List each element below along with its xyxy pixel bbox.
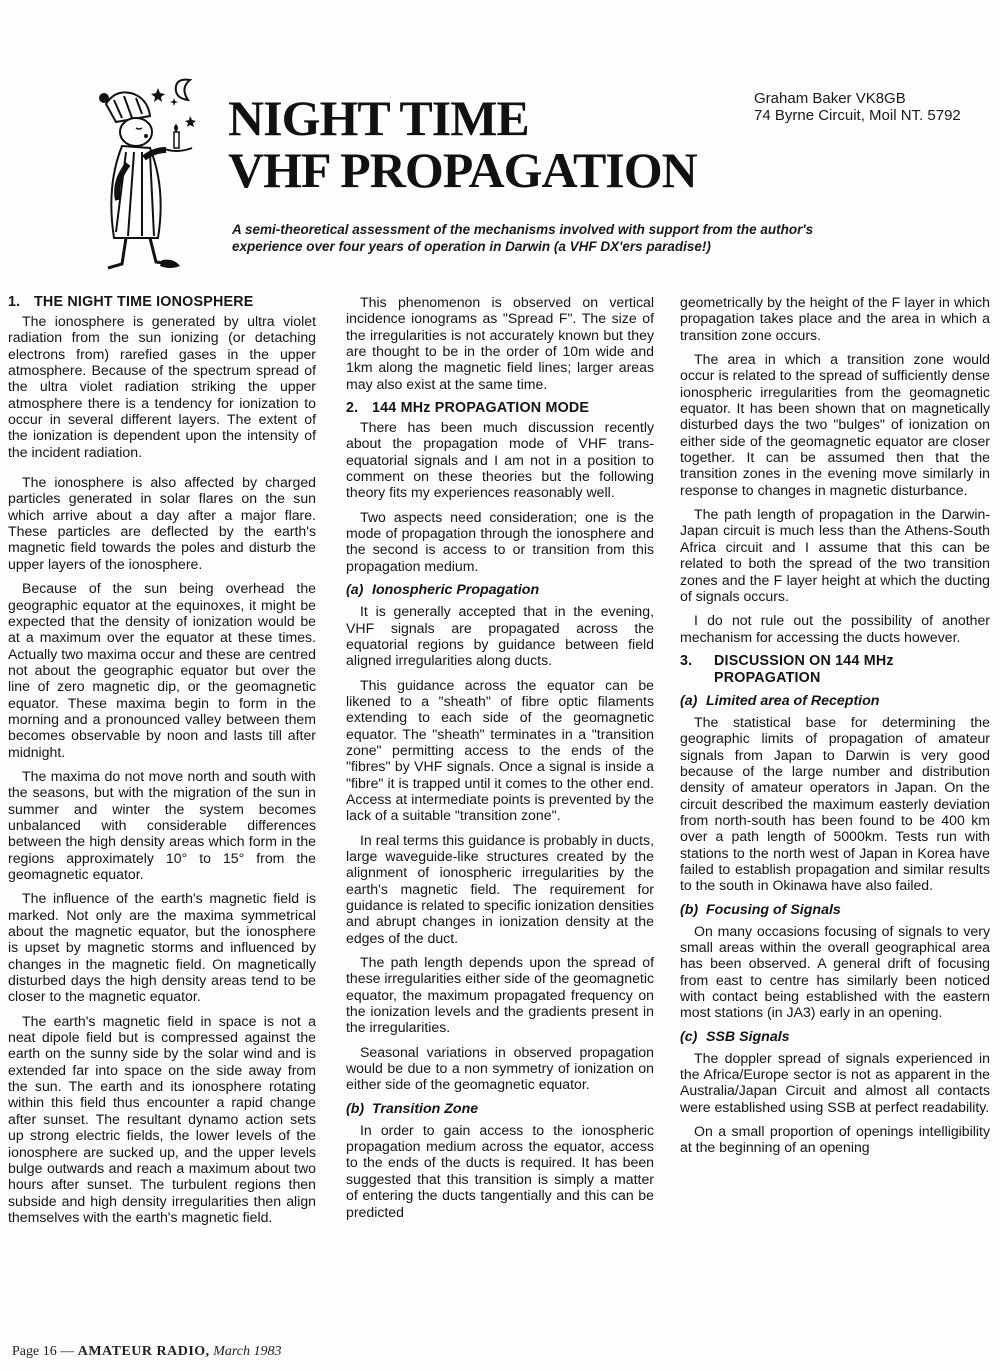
subsection-number: (a)	[680, 692, 698, 709]
paragraph: This guidance across the equator can be likened to a "sheath" of fibre optic filaments extending to each side of the geomagnetic equator. The "sheath" terminates in a "transition zone" permitting access to the ends of the "fibres" by VHF signals. Once a signal is inside a "fibre" it is trapped until it comes to the other end. Access at intermediate points is prevented by the lack of a suitable "transition zone".	[346, 676, 654, 824]
page-number: Page 16 —	[12, 1344, 75, 1359]
paragraph: The ionosphere is also affected by charged particles generated in solar flares on the sun which arrive about a day after a major flare. These particles are deflected by the earth's magnetic field towards the poles and disturb the upper layers of the ionosphere.	[8, 474, 316, 572]
paragraph: Seasonal variations in observed propagation would be due to a non symmetry of ionization on either side of the geomagnetic equator.	[346, 1043, 654, 1093]
section-title: THE NIGHT TIME IONOSPHERE	[34, 294, 254, 310]
title-line-1: NIGHT TIME	[228, 90, 529, 146]
subsection-title: Ionospheric Propagation	[372, 582, 540, 599]
paragraph: I do not rule out the possibility of another mechanism for accessing the ducts however.	[680, 612, 990, 645]
section-1-heading	[8, 294, 316, 311]
author-address: 74 Byrne Circuit, Moil NT. 5792	[754, 107, 961, 124]
author-name: Graham Baker VK8GB	[754, 90, 906, 107]
subsection-number: (b)	[346, 1100, 365, 1117]
paragraph: The ionosphere is generated by ultra violet radiation from the sun ionizing (or detaching electrons from) rarefied gases in the upper atmosphere. Because of the spectrum spread of the ultra violet radiation striking the upper atmosphere there is a tendency for ionization to occur in several different layers. The extent of the ionization is dependent upon the intensity of the incident radiation.	[8, 313, 316, 460]
paragraph: Two aspects need consideration; one is the mode of propagation through the ionosphere and the second is access to or transition from this propagation medium.	[346, 508, 654, 574]
paragraph: geometrically by the height of the F layer in which propagation takes place and the area in which a transition zone occurs.	[680, 294, 990, 343]
paragraph: In real terms this guidance is probably in ducts, large waveguide-like structures created by the alignment of ionospheric irregularities by the earth's magnetic field. The requirement for guidance is related to specific ionization densities and abrupt changes in ionization density at the edges of the duct.	[346, 831, 654, 946]
article-intro: A semi-theoretical assessment of the mechanisms involved with support from the author's experience over four years of operation in Darwin (a VHF DX'ers paradise!)	[232, 222, 814, 254]
column-3	[680, 294, 990, 1164]
section-number: 3.	[680, 652, 693, 669]
paragraph: Because of the sun being overhead the geographic equator at the equinoxes, it might be expected that the density of ionization would be at a maximum over the equator at these times. Actually two maxima occur and these are centred not about the geographic equator but over the line of zero magnetic dip, or the geomagnetic equator. These maxima begin to form in the morning and a pronounced valley between them becomes observable by noon and lasts till after midnight.	[8, 580, 316, 760]
subsection-title: Focusing of Signals	[706, 901, 841, 918]
section-title: DISCUSSION ON 144 MHz PROPAGATION	[714, 652, 894, 686]
paragraph: The statistical base for determining the geographic limits of propagation of amateur signals from Japan to Darwin is very good because of the large number and distribution density of amateur operators in Japan. On the circuit described the maximum easterly deviation from north-south has been found to be 400 km over a path length of 5000km. Tests run with stations to the north west of Japan in Korea have failed to establish propagation and similar results to the south in Okinawa have also failed.	[680, 713, 990, 894]
subsection-number: (b)	[680, 901, 699, 918]
magazine-name: AMATEUR RADIO,	[77, 1344, 210, 1359]
column-1	[8, 294, 316, 1233]
issue-date: March 1983	[213, 1344, 282, 1359]
paragraph: This phenomenon is observed on vertical incidence ionograms as "Spread F". The size of the irregularities is not accurately known but they are thought to be in the order of 10m wide and 1km along the magnetic field lines; larger areas may also exist at the same time.	[346, 294, 654, 392]
section-3-heading	[680, 653, 990, 687]
sleepwalker-with-candle-illustration	[92, 74, 242, 274]
paragraph: On many occasions focusing of signals to very small areas within the overall geographical area has been observed. A general drift of focusing from east to centre has similarly been noticed with contact being established with the eastern most stations (in JA3) early in an opening.	[680, 922, 990, 1021]
subsection-title: Transition Zone	[372, 1100, 479, 1117]
subsection-title: Limited area of Reception	[706, 692, 880, 709]
subsection-c-heading	[680, 1029, 990, 1046]
paragraph: In order to gain access to the ionospheric propagation medium across the equator, access to the ends of the ducts is required. It has been suggested that this transition is simply a matter of entering the ducts tangentially and this can be predicted	[346, 1121, 654, 1220]
paragraph: On a small proportion of openings intelligibility at the beginning of an opening	[680, 1123, 990, 1156]
paragraph: The influence of the earth's magnetic field is marked. Not only are the maxima symmetrical about the magnetic equator, but the ionosphere is upset by magnetic storms and influenced by changes in the magnetic field. On magnetically disturbed days the high density areas tend to be closer to the magnetic equator.	[8, 890, 316, 1005]
subsection-b-heading	[680, 902, 990, 919]
paragraph: The doppler spread of signals experienced in the Africa/Europe sector is not as apparent in the Australia/Japan Circuit and almost all contacts were established using SSB at perfect readability.	[680, 1049, 990, 1115]
title-line-2: VHF PROPAGATION	[228, 142, 697, 198]
column-2	[346, 294, 654, 1228]
subsection-number: (c)	[680, 1028, 698, 1045]
paragraph: It is generally accepted that in the evening, VHF signals are propagated across the equatorial regions by guidance between field aligned irregularities along ducts.	[346, 603, 654, 669]
subsection-b-heading	[346, 1101, 654, 1118]
section-number: 1.	[8, 294, 21, 310]
paragraph: The area in which a transition zone would occur is related to the spread of sufficiently dense ionospheric irregularities from the geomagnetic equator. It has been shown that on magnetically disturbed days the two "bulges" of ionization on either side of the geomagnetic equator are closer together. It can be assumed then that the transition zones in the evening move similarly in response to changes in magnetic disturbance.	[680, 351, 990, 498]
paragraph: There has been much discussion recently about the propagation mode of VHF trans-equatorial signals and I am not in a position to comment on these theories but the following theory fits my experiences reasonably well.	[346, 419, 654, 501]
subsection-number: (a)	[346, 582, 364, 599]
paragraph: The maxima do not move north and south with the seasons, but with the migration of the sun in summer and winter the system becomes unbalanced with considerable differences between the high density areas which form in the regions approximately 10° to 15° from the geomagnetic equator.	[8, 767, 316, 882]
page-footer	[12, 1344, 282, 1360]
subsection-a-heading	[346, 582, 654, 599]
section-2-heading	[346, 400, 654, 417]
subsection-a-heading	[680, 693, 990, 710]
paragraph: The path length of propagation in the Darwin-Japan circuit is much less than the Athens-South Africa circuit and I assume that this can be related to both the spread of the two transition zones and the F layer height at which the ducting of signals occurs.	[680, 506, 990, 604]
subsection-title: SSB Signals	[706, 1028, 790, 1045]
paragraph: The earth's magnetic field in space is not a neat dipole field but is compressed against the earth on the sunny side by the solar wind and is extended far into space on the side away from the sun. The earth and its ionosphere rotating within this field thus encounter a rapid change after sunset. The resultant dynamo action sets up strong electric fields, the lower levels of the ionosphere are sucked up, and the upper levels bulge outwards and reach a maximum about two hours after sunset. The turbulent regions then subside and high density irregularities then align themselves with the earth's magnetic field.	[8, 1012, 316, 1225]
section-title: 144 MHz PROPAGATION MODE	[372, 400, 590, 417]
paragraph: The path length depends upon the spread of these irregularities either side of the geomagnetic equator, the maximum propagated frequency on the ionization levels and the gradients present in the irregularities.	[346, 954, 654, 1036]
section-number: 2.	[346, 400, 359, 417]
article-title	[228, 92, 828, 196]
